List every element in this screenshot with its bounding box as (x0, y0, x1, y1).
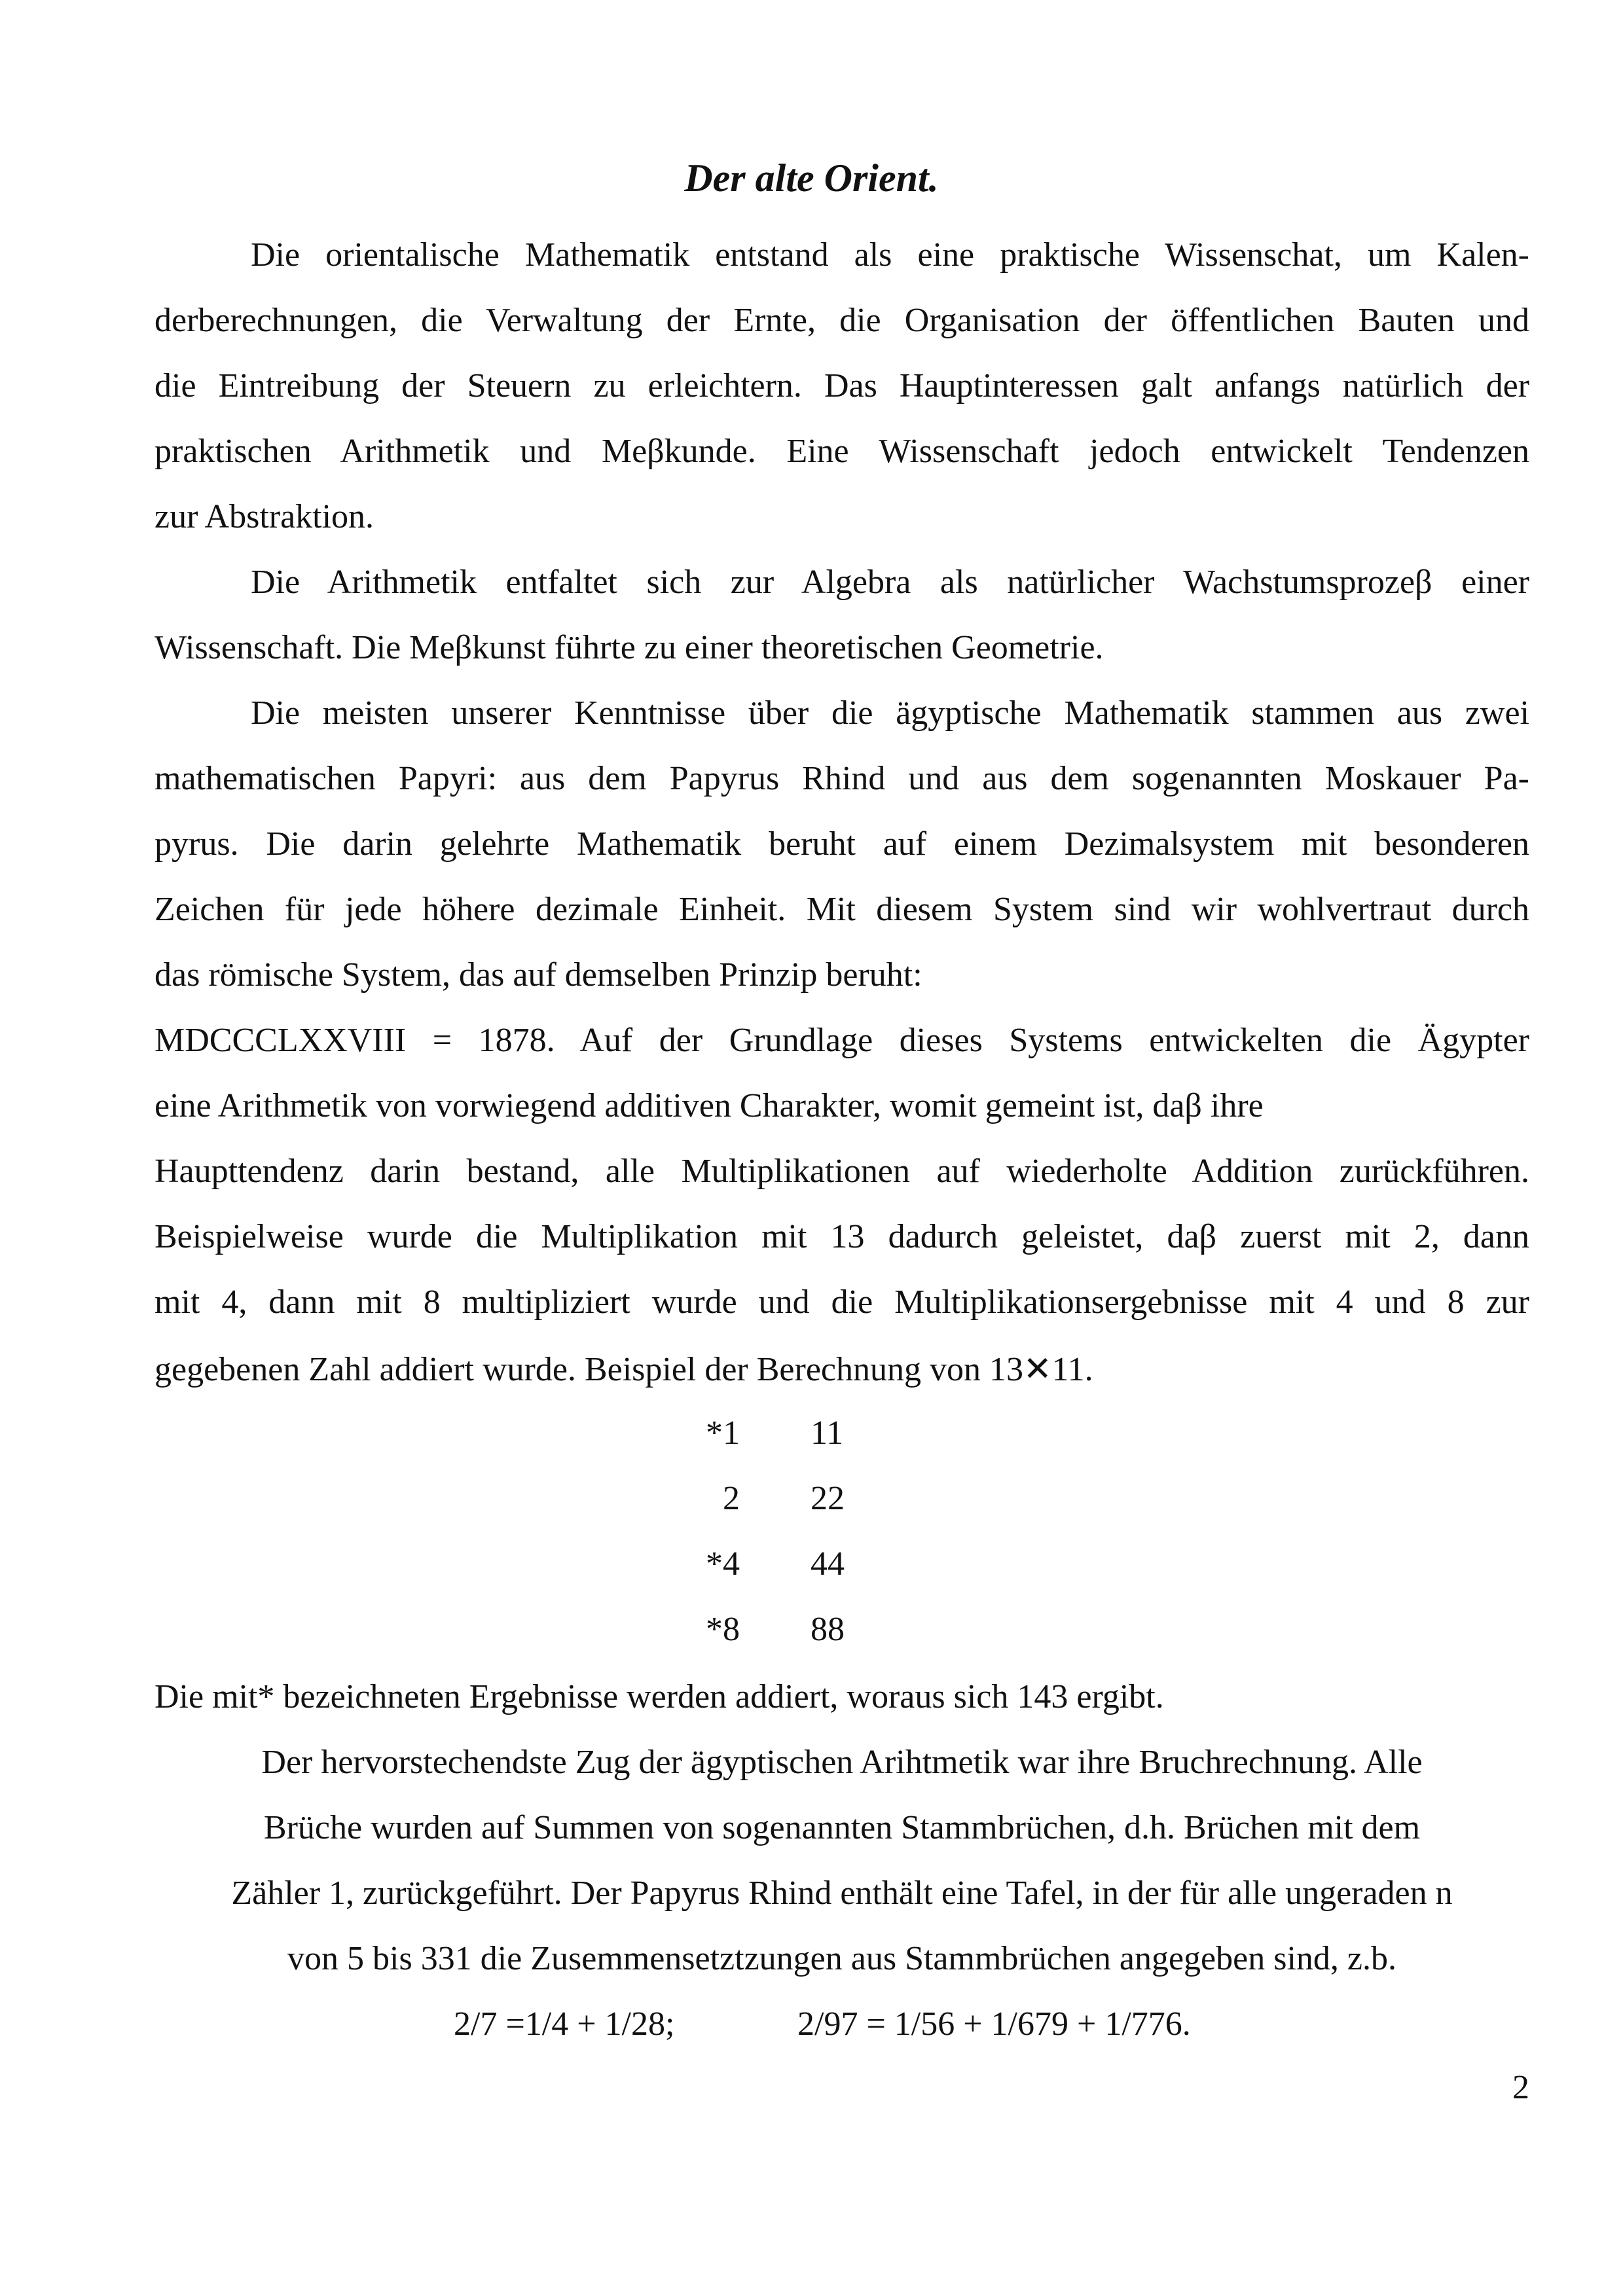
table-factor: *1 (706, 1414, 740, 1452)
table-factor: *8 (706, 1611, 740, 1648)
text-line: Die orientalische Mathematik entstand als eine praktische Wissenschat, um Kalen- (251, 236, 1529, 274)
page-title: Der alte Orient. (684, 156, 939, 200)
text-line: Die meisten unserer Kenntnisse über die ägyptische Mathematik stammen aus zwei (251, 694, 1529, 732)
table-product: 88 (811, 1611, 845, 1648)
text-line: Wissenschaft. Die Meβkunst führte zu einer theoretischen Geometrie. (155, 629, 1104, 666)
text-line: Der hervorstechendste Zug der ägyptischen Arihtmetik war ihre Bruchrechnung. Alle (261, 1744, 1423, 1781)
text-line: Die Arithmetik entfaltet sich zur Algebra als natürlicher Wachstumsprozeβ einer (251, 564, 1529, 601)
text-line: MDCCCLXXVIII = 1878. Auf der Grundlage dieses Systems entwickelten die Ägypter (155, 1022, 1529, 1059)
text-line: eine Arithmetik von vorwiegend additiven Charakter, womit gemeint ist, daβ ihre (155, 1087, 1264, 1124)
table-factor: *4 (706, 1545, 740, 1583)
text-line: die Eintreibung der Steuern zu erleichtern. Das Hauptinteressen galt anfangs natürlich der (155, 367, 1529, 404)
text-line: mit 4, dann mit 8 multipliziert wurde und die Multiplikationsergebnisse mit 4 und 8 zur (155, 1283, 1529, 1321)
text-line: praktischen Arithmetik und Meβkunde. Eine Wissenschaft jedoch entwickelt Tendenzen (155, 433, 1529, 470)
text-line: Zähler 1, zurückgeführt. Der Papyrus Rhind enthält eine Tafel, in der für alle ungeraden n (231, 1874, 1453, 1912)
text-line: von 5 bis 331 die Zusemmensetztzungen aus Stammbrüchen angegeben sind, z.b. (287, 1940, 1396, 1977)
table-factor: 2 (723, 1480, 740, 1517)
text-line: zur Abstraktion. (155, 498, 374, 535)
text-line: das römische System, das auf demselben Prinzip beruht: (155, 956, 922, 994)
fraction-example: 2/7 =1/4 + 1/28; (454, 2005, 675, 2043)
text-line: pyrus. Die darin gelehrte Mathematik beruht auf einem Dezimalsystem mit besonderen (155, 825, 1529, 863)
text-line: Die mit* bezeichneten Ergebnisse werden addiert, woraus sich 143 ergibt. (155, 1678, 1164, 1715)
text-line: Zeichen für jede höhere dezimale Einheit. Mit diesem System sind wir wohlvertraut durch (155, 891, 1529, 928)
table-product: 44 (811, 1545, 845, 1583)
table-product: 22 (811, 1480, 845, 1517)
table-product: 11 (811, 1414, 844, 1452)
text-line: Beispielweise wurde die Multiplikation mit 13 dadurch geleistet, daβ zuerst mit 2, dann (155, 1218, 1529, 1255)
text-line: Haupttendenz darin bestand, alle Multiplikationen auf wiederholte Addition zurückführen. (155, 1153, 1529, 1190)
page-number: 2 (1512, 2069, 1529, 2106)
text-line: derberechnungen, die Verwaltung der Ernte, die Organisation der öffentlichen Bauten und (155, 302, 1529, 339)
fraction-example: 2/97 = 1/56 + 1/679 + 1/776. (797, 2005, 1191, 2043)
text-line: mathematischen Papyri: aus dem Papyrus Rhind und aus dem sogenannten Moskauer Pa- (155, 760, 1529, 797)
text-line: gegebenen Zahl addiert wurde. Beispiel der Berechnung von 13✕11. (155, 1351, 1093, 1388)
text-line: Brüche wurden auf Summen von sogenannten Stammbrüchen, d.h. Brüchen mit dem (263, 1809, 1421, 1846)
